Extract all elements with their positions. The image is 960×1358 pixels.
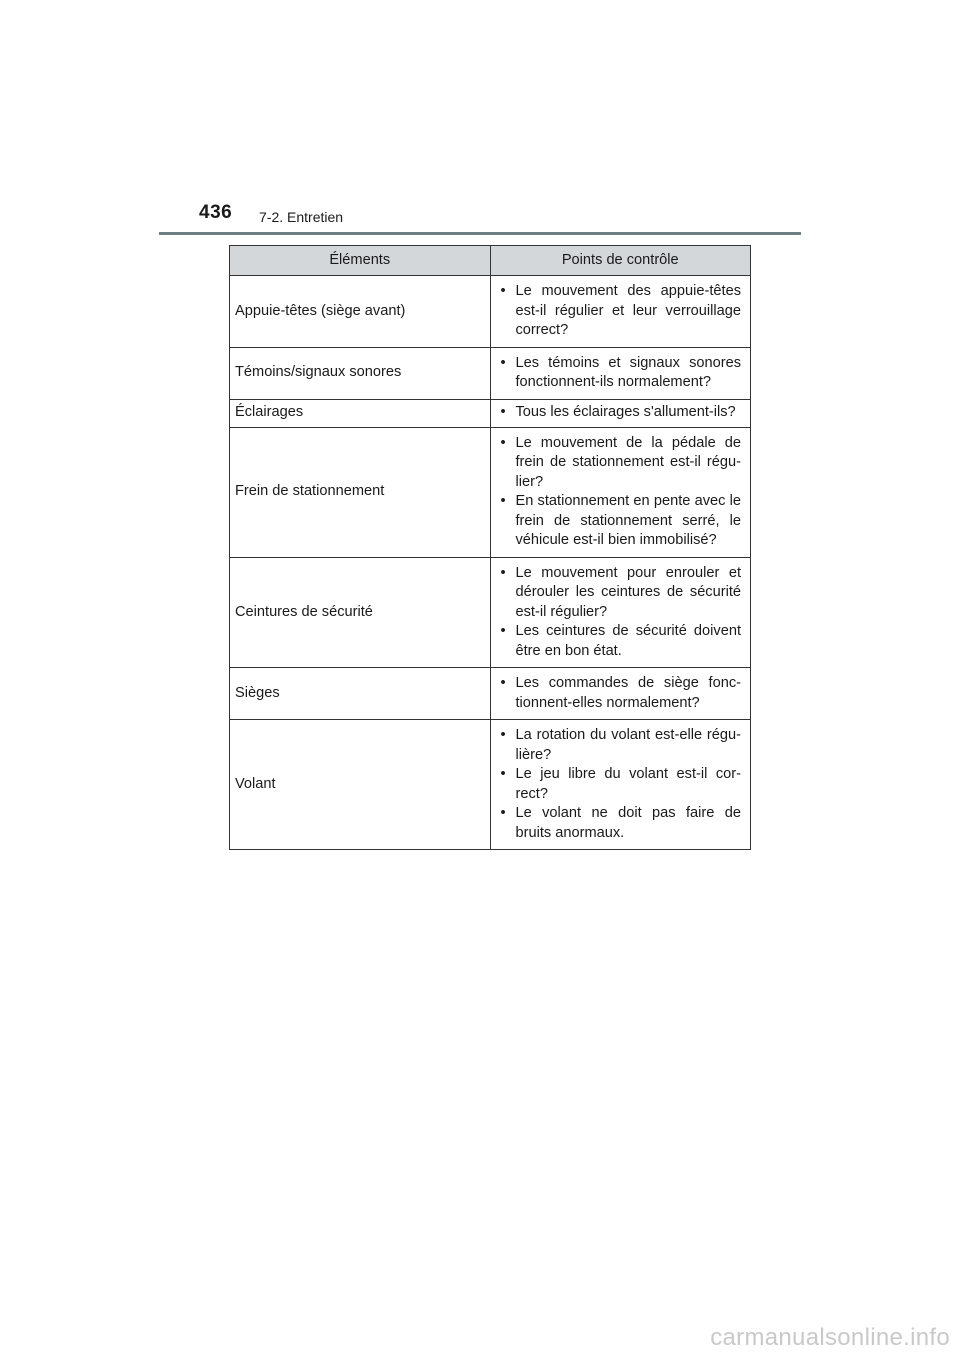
table-header-row [230, 246, 751, 276]
check-item: • La rotation du volant est-elle régu-lière? [499, 726, 742, 765]
check-item: • Le jeu libre du volant est-il cor-rect? [499, 765, 742, 804]
column-header-checks: Points de contrôle [490, 246, 751, 276]
item-cell: Frein de stationnement [230, 427, 491, 557]
check-list [499, 564, 742, 662]
checks-cell [490, 399, 751, 427]
item-cell: Témoins/signaux sonores [230, 347, 491, 399]
checks-cell [490, 347, 751, 399]
item-cell: Volant [230, 720, 491, 850]
section-title: 7-2. Entretien [259, 209, 344, 225]
check-item: • En stationnement en pente avec le frein de stationnement serré, le véhicule est-il bien immobilisé? [499, 492, 742, 551]
item-cell: Ceintures de sécurité [230, 557, 491, 668]
table-row [230, 668, 751, 720]
check-list [499, 674, 742, 713]
inspection-table [229, 245, 751, 850]
check-item: • Le mouvement de la pédale de frein de stationnement est-il régu-lier? [499, 434, 742, 493]
table-row [230, 276, 751, 348]
check-list [499, 403, 742, 423]
check-list [499, 282, 742, 341]
item-cell: Sièges [230, 668, 491, 720]
page-number: 436 [199, 202, 233, 223]
table-row [230, 557, 751, 668]
item-cell: Éclairages [230, 399, 491, 427]
checks-cell [490, 427, 751, 557]
table-row [230, 347, 751, 399]
checks-cell [490, 668, 751, 720]
table-row [230, 720, 751, 850]
check-list [499, 434, 742, 551]
check-list [499, 726, 742, 843]
checks-cell [490, 720, 751, 850]
check-list [499, 354, 742, 393]
checks-cell [490, 276, 751, 348]
check-item: • Les témoins et signaux sonores fonctionnent-ils normalement? [499, 354, 742, 393]
table-row [230, 399, 751, 427]
watermark: carmanualsonline.info [710, 1324, 950, 1351]
check-item: • Le mouvement pour enrouler et dérouler les ceintures de sécurité est-il régulier? [499, 564, 742, 623]
column-header-items: Éléments [230, 246, 491, 276]
check-item: • Le mouvement des appuie-têtes est-il régulier et leur verrouillage correct? [499, 282, 742, 341]
check-item: • Le volant ne doit pas faire de bruits anormaux. [499, 804, 742, 843]
checks-cell [490, 557, 751, 668]
table-row [230, 427, 751, 557]
header-rule [159, 232, 801, 235]
check-item: • Les commandes de siège fonc-tionnent-elles normalement? [499, 674, 742, 713]
check-item: • Tous les éclairages s'allument-ils? [499, 403, 742, 423]
item-cell: Appuie-têtes (siège avant) [230, 276, 491, 348]
check-item: • Les ceintures de sécurité doivent être en bon état. [499, 622, 742, 661]
